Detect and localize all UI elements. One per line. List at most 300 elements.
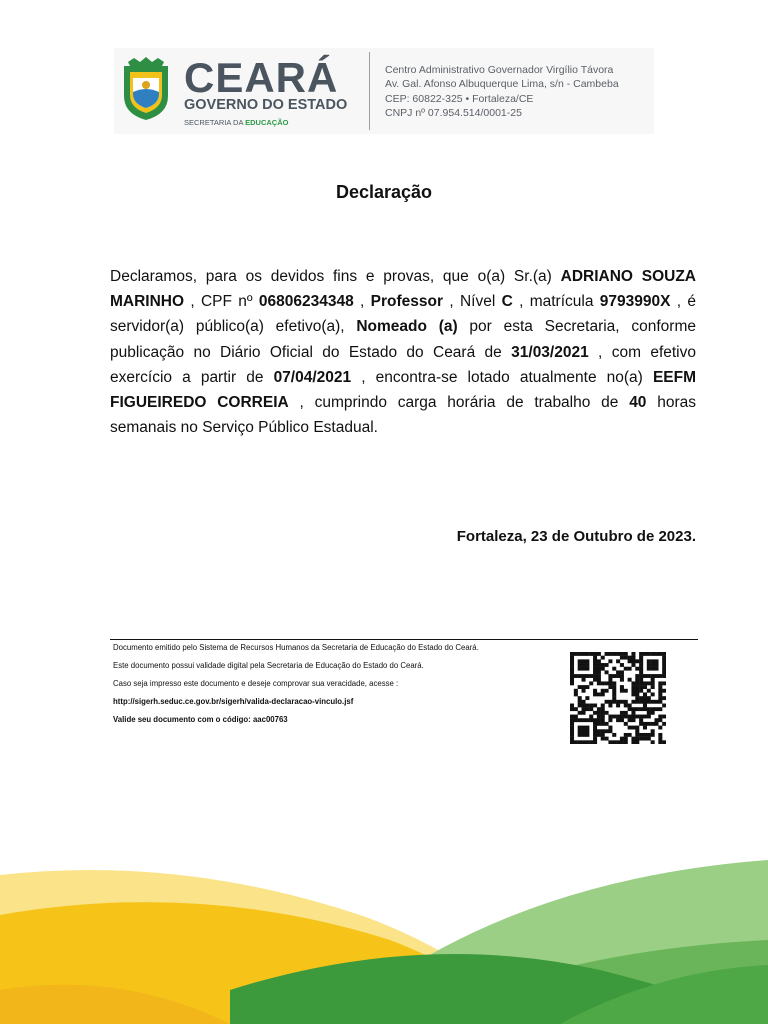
qr-module <box>635 681 639 685</box>
qr-module <box>601 667 605 671</box>
qr-module <box>620 656 624 660</box>
qr-module <box>605 729 609 733</box>
qr-module <box>631 656 635 660</box>
qr-module <box>662 659 666 663</box>
qr-module <box>585 733 589 737</box>
qr-module <box>624 737 628 741</box>
qr-module <box>601 733 605 737</box>
address-line: Centro Administrativo Governador Virgílio Távora <box>385 64 614 76</box>
qr-module <box>662 740 666 744</box>
ceara-coat-of-arms-icon <box>118 56 174 122</box>
qr-module <box>616 670 620 674</box>
qr-module <box>658 707 662 711</box>
qr-module <box>570 740 574 744</box>
employee-name: ADRIANO SOUZA MARINHO <box>110 268 696 311</box>
qr-module <box>578 700 582 704</box>
qr-module <box>593 656 597 660</box>
qr-module <box>593 733 597 737</box>
qr-module <box>570 715 574 719</box>
department-label <box>184 118 288 127</box>
qr-module <box>593 718 597 722</box>
qr-module <box>585 663 589 667</box>
qr-module <box>624 689 628 693</box>
qr-module <box>651 678 655 682</box>
qr-module <box>639 670 643 674</box>
place-date: Fortaleza, 23 de Outubro de 2023. <box>456 528 696 545</box>
qr-module <box>578 733 582 737</box>
qr-module <box>631 711 635 715</box>
qr-module <box>662 656 666 660</box>
qr-module <box>585 674 589 678</box>
qr-module <box>589 707 593 711</box>
validation-code-label: Valide seu documento com o código: <box>113 715 253 724</box>
qr-module <box>612 733 616 737</box>
qr-module <box>628 726 632 730</box>
qr-module <box>578 740 582 744</box>
qr-module <box>612 740 616 744</box>
qr-module <box>651 663 655 667</box>
qr-module <box>585 740 589 744</box>
qr-module <box>647 674 651 678</box>
qr-module <box>593 729 597 733</box>
qr-module <box>620 685 624 689</box>
qr-module <box>589 674 593 678</box>
qr-module <box>651 700 655 704</box>
qr-module <box>639 722 643 726</box>
qr-module <box>570 656 574 660</box>
qr-module <box>651 692 655 696</box>
body-text: , <box>353 293 371 311</box>
qr-module <box>616 652 620 656</box>
qr-module <box>570 718 574 722</box>
qr-module <box>639 689 643 693</box>
qr-module <box>570 659 574 663</box>
qr-module <box>631 726 635 730</box>
qr-module <box>601 663 605 667</box>
qr-module <box>631 718 635 722</box>
qr-module <box>658 689 662 693</box>
qr-module <box>639 659 643 663</box>
qr-module <box>589 740 593 744</box>
qr-module <box>654 663 658 667</box>
school-name: EEFM FIGUEIREDO CORREIA <box>110 368 696 412</box>
qr-module <box>612 681 616 685</box>
qr-module <box>662 652 666 656</box>
footer-line-2: Este documento possui validade digital pela Secretaria de Educação do Estado do Ceará. <box>113 661 424 670</box>
qr-module <box>578 718 582 722</box>
qr-module <box>601 689 605 693</box>
qr-module <box>582 689 586 693</box>
qr-module <box>643 681 647 685</box>
qr-module <box>620 689 624 693</box>
qr-module <box>624 733 628 737</box>
qr-module <box>628 667 632 671</box>
validation-code: aac00763 <box>252 715 288 724</box>
qr-module <box>620 700 624 704</box>
qr-module <box>647 663 651 667</box>
qr-module <box>631 700 635 704</box>
footer-line-3: Caso seja impresso este documento e deseje comprovar sua veracidade, acesse : <box>113 679 399 688</box>
qr-module <box>635 740 639 744</box>
qr-code-icon[interactable] <box>570 652 666 744</box>
qr-module <box>570 652 574 656</box>
qr-module <box>585 667 589 671</box>
qr-module <box>635 700 639 704</box>
qr-module <box>593 704 597 708</box>
qr-module <box>651 707 655 711</box>
qr-module <box>578 674 582 678</box>
qr-module <box>616 674 620 678</box>
qr-module <box>574 689 578 693</box>
qr-module <box>612 715 616 719</box>
qr-module <box>635 692 639 696</box>
qr-module <box>635 737 639 741</box>
qr-module <box>635 715 639 719</box>
qr-module <box>593 667 597 671</box>
qr-module <box>662 667 666 671</box>
qr-module <box>635 678 639 682</box>
qr-module <box>597 674 601 678</box>
qr-module <box>639 685 643 689</box>
qr-module <box>635 674 639 678</box>
qr-module <box>628 704 632 708</box>
qr-module <box>658 733 662 737</box>
qr-module <box>643 715 647 719</box>
qr-module <box>585 718 589 722</box>
qr-module <box>651 740 655 744</box>
qr-module <box>578 685 582 689</box>
qr-module <box>601 692 605 696</box>
qr-module <box>578 726 582 730</box>
qr-module <box>658 718 662 722</box>
qr-module <box>608 685 612 689</box>
qr-module <box>578 729 582 733</box>
qr-module <box>651 659 655 663</box>
body-text: horas semanais no Serviço Público Estadual. <box>110 394 696 437</box>
qr-module <box>605 652 609 656</box>
qr-module <box>574 715 578 719</box>
qr-module <box>593 670 597 674</box>
qr-module <box>570 737 574 741</box>
qr-module <box>605 711 609 715</box>
body-text: , é servidor(a) público(a) efetivo(a), <box>110 293 696 336</box>
qr-module <box>654 718 658 722</box>
qr-module <box>605 689 609 693</box>
qr-module <box>643 692 647 696</box>
qr-module <box>616 659 620 663</box>
qr-module <box>620 715 624 719</box>
qr-module <box>628 718 632 722</box>
qr-module <box>639 681 643 685</box>
qr-module <box>578 663 582 667</box>
qr-module <box>601 681 605 685</box>
address-line: CEP: 60822-325 • Fortaleza/CE <box>385 92 534 105</box>
qr-module <box>643 733 647 737</box>
qr-module <box>631 681 635 685</box>
qr-module <box>601 718 605 722</box>
decorative-waves <box>0 820 768 1024</box>
qr-module <box>578 711 582 715</box>
qr-module <box>582 707 586 711</box>
qr-module <box>639 696 643 700</box>
qr-module <box>597 733 601 737</box>
qr-module <box>647 711 651 715</box>
department-prefix: SECRETARIA DA <box>184 118 244 127</box>
qr-module <box>605 737 609 741</box>
qr-module <box>578 652 582 656</box>
qr-module <box>582 729 586 733</box>
qr-module <box>643 674 647 678</box>
qr-module <box>601 711 605 715</box>
qr-module <box>662 696 666 700</box>
validation-url[interactable]: http://sigerh.seduc.ce.gov.br/sigerh/valida-declaracao-vinculo.jsf <box>113 697 354 706</box>
qr-module <box>631 652 635 656</box>
qr-module <box>570 681 574 685</box>
qr-module <box>631 737 635 741</box>
qr-module <box>620 737 624 741</box>
qr-module <box>597 667 601 671</box>
qr-module <box>589 715 593 719</box>
qr-module <box>593 737 597 741</box>
body-text: , matrícula <box>512 293 600 311</box>
qr-module <box>608 678 612 682</box>
validation-code-line <box>113 715 288 725</box>
qr-module <box>639 678 643 682</box>
qr-module <box>639 718 643 722</box>
qr-module <box>589 718 593 722</box>
qr-module <box>608 740 612 744</box>
qr-module <box>639 652 643 656</box>
qr-module <box>620 678 624 682</box>
qr-module <box>631 659 635 663</box>
qr-module <box>654 722 658 726</box>
qr-module <box>654 700 658 704</box>
qr-module <box>658 696 662 700</box>
qr-module <box>597 678 601 682</box>
qr-module <box>582 718 586 722</box>
qr-module <box>658 700 662 704</box>
qr-module <box>662 704 666 708</box>
qr-module <box>593 674 597 678</box>
qr-module <box>597 652 601 656</box>
qr-module <box>620 670 624 674</box>
qr-module <box>639 715 643 719</box>
qr-module <box>658 652 662 656</box>
qr-module <box>647 722 651 726</box>
qr-module <box>582 659 586 663</box>
qr-module <box>647 652 651 656</box>
qr-module <box>639 733 643 737</box>
body-text: , encontra-se lotado atualmente no(a) <box>351 368 653 386</box>
qr-module <box>582 685 586 689</box>
qr-module <box>578 659 582 663</box>
qr-module <box>582 704 586 708</box>
qr-module <box>651 733 655 737</box>
qr-module <box>585 652 589 656</box>
qr-module <box>574 674 578 678</box>
qr-module <box>582 726 586 730</box>
qr-module <box>620 711 624 715</box>
qr-module <box>631 740 635 744</box>
qr-module <box>597 707 601 711</box>
qr-module <box>597 692 601 696</box>
qr-module <box>662 674 666 678</box>
qr-module <box>658 685 662 689</box>
qr-module <box>593 652 597 656</box>
qr-module <box>631 707 635 711</box>
qr-module <box>662 663 666 667</box>
qr-module <box>662 689 666 693</box>
qr-module <box>647 681 651 685</box>
qr-module <box>658 726 662 730</box>
qr-module <box>639 663 643 667</box>
qr-module <box>593 689 597 693</box>
qr-module <box>597 729 601 733</box>
qr-module <box>624 652 628 656</box>
qr-module <box>654 667 658 671</box>
qr-module <box>639 707 643 711</box>
qr-module <box>624 715 628 719</box>
brand-name: CEARÁ <box>184 54 339 101</box>
qr-module <box>585 726 589 730</box>
qr-module <box>654 652 658 656</box>
qr-module <box>643 737 647 741</box>
department-name: EDUCAÇÃO <box>245 118 289 127</box>
brand-subtitle: GOVERNO DO ESTADO <box>184 97 348 113</box>
qr-module <box>643 685 647 689</box>
qr-module <box>658 737 662 741</box>
qr-module <box>651 711 655 715</box>
qr-module <box>601 656 605 660</box>
qr-module <box>612 692 616 696</box>
qr-module <box>597 722 601 726</box>
qr-module <box>612 689 616 693</box>
qr-module <box>631 663 635 667</box>
qr-module <box>597 659 601 663</box>
qr-module <box>624 700 628 704</box>
qr-module <box>593 722 597 726</box>
address-line: CNPJ nº 07.954.514/0001-25 <box>385 106 522 119</box>
qr-module <box>612 667 616 671</box>
qr-module <box>624 740 628 744</box>
footer-divider <box>110 639 698 640</box>
qr-module <box>570 670 574 674</box>
qr-module <box>647 737 651 741</box>
qr-module <box>593 711 597 715</box>
qr-module <box>605 700 609 704</box>
qr-module <box>628 733 632 737</box>
qr-module <box>647 659 651 663</box>
qr-module <box>647 733 651 737</box>
cpf-value: 06806234348 <box>258 293 354 311</box>
qr-module <box>635 696 639 700</box>
qr-module <box>612 674 616 678</box>
body-text: Declaramos, para os devidos fins e provas, que o(a) Sr.(a) <box>110 268 561 285</box>
qr-module <box>570 733 574 737</box>
qr-module <box>635 667 639 671</box>
level-value: C <box>501 293 513 311</box>
address-line: Av. Gal. Afonso Albuquerque Lima, s/n - Cambeba <box>385 78 619 91</box>
qr-module <box>643 696 647 700</box>
qr-module <box>658 681 662 685</box>
qr-module <box>635 659 639 663</box>
qr-module <box>570 674 574 678</box>
qr-module <box>651 674 655 678</box>
qr-module <box>643 652 647 656</box>
qr-module <box>651 685 655 689</box>
body-text: por esta Secretaria, conforme publicação no Diário Oficial do Estado do Ceará de <box>110 318 696 361</box>
qr-module <box>589 681 593 685</box>
qr-module <box>585 685 589 689</box>
qr-module <box>628 715 632 719</box>
qr-module <box>582 663 586 667</box>
qr-module <box>635 707 639 711</box>
qr-module <box>608 674 612 678</box>
qr-module <box>635 733 639 737</box>
qr-module <box>574 652 578 656</box>
qr-module <box>631 685 635 689</box>
address-block <box>385 63 619 120</box>
qr-module <box>624 667 628 671</box>
qr-module <box>658 715 662 719</box>
qr-module <box>570 729 574 733</box>
qr-module <box>643 707 647 711</box>
qr-module <box>631 715 635 719</box>
qr-module <box>647 715 651 719</box>
qr-module <box>601 729 605 733</box>
qr-module <box>608 700 612 704</box>
qr-module <box>654 707 658 711</box>
footer-line-1: Documento emitido pelo Sistema de Recursos Humanos da Secretaria de Educação do Estado do Ceará. <box>113 643 479 652</box>
qr-module <box>628 707 632 711</box>
qr-module <box>601 737 605 741</box>
qr-module <box>582 700 586 704</box>
qr-module <box>574 692 578 696</box>
body-text: , CPF nº <box>184 293 259 311</box>
qr-module <box>612 652 616 656</box>
qr-module <box>624 711 628 715</box>
qr-module <box>608 652 612 656</box>
qr-module <box>658 740 662 744</box>
qr-module <box>582 678 586 682</box>
qr-module <box>570 667 574 671</box>
body-text: , cumprindo carga horária de trabalho de <box>288 394 630 412</box>
qr-module <box>605 722 609 726</box>
qr-module <box>616 715 620 719</box>
qr-module <box>635 685 639 689</box>
qr-module <box>570 704 574 708</box>
qr-module <box>628 659 632 663</box>
qr-module <box>608 726 612 730</box>
qr-module <box>651 722 655 726</box>
qr-module <box>593 726 597 730</box>
qr-module <box>593 692 597 696</box>
qr-module <box>647 707 651 711</box>
qr-module <box>631 689 635 693</box>
weekly-hours: 40 <box>629 394 647 412</box>
qr-module <box>620 663 624 667</box>
qr-module <box>643 726 647 730</box>
qr-module <box>574 740 578 744</box>
qr-module <box>605 681 609 685</box>
qr-module <box>605 663 609 667</box>
qr-module <box>578 696 582 700</box>
qr-module <box>608 729 612 733</box>
qr-module <box>647 700 651 704</box>
qr-module <box>651 667 655 671</box>
qr-module <box>597 715 601 719</box>
qr-module <box>639 737 643 741</box>
